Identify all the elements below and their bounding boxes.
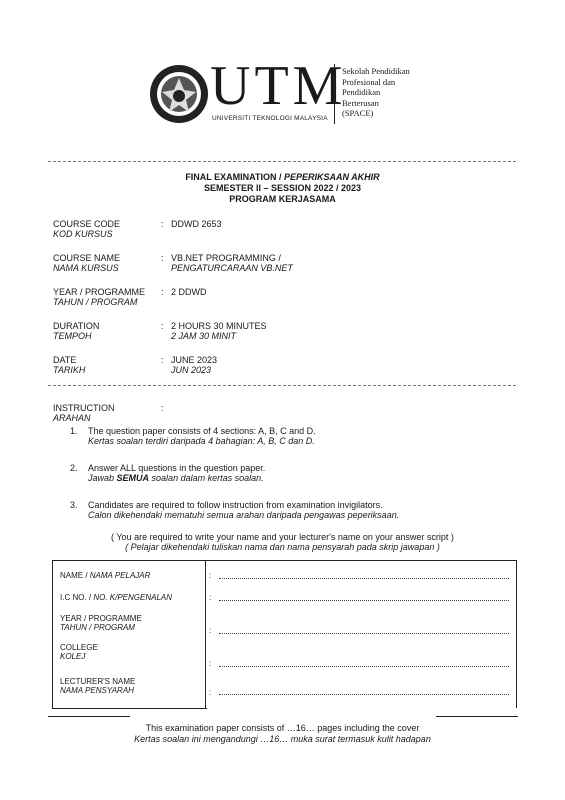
- exam-title: [0, 172, 565, 183]
- colon: :: [209, 571, 212, 580]
- label-en: DURATION: [53, 321, 100, 331]
- label-en: DATE: [53, 355, 77, 365]
- form-top-border: [52, 560, 517, 561]
- utm-logo: [148, 55, 458, 130]
- form-divider: [205, 560, 206, 708]
- label-my: KOLEJ: [60, 652, 86, 661]
- exam-title-sep: /: [276, 172, 284, 182]
- course-name-label: [53, 253, 120, 273]
- colon: :: [161, 253, 164, 263]
- school-line: Profesional dan: [342, 76, 396, 87]
- label-en: COLLEGE: [60, 643, 98, 652]
- year-programme-value: 2 DDWD: [171, 287, 207, 297]
- instruction-en: Candidates are required to follow instruction from examination invigilators.: [88, 500, 383, 510]
- student-name-label: [60, 571, 150, 580]
- ic-number-label: [60, 593, 172, 602]
- school-line: Pendidikan: [342, 87, 381, 97]
- student-name-field[interactable]: [219, 578, 509, 579]
- colon: :: [209, 626, 212, 635]
- duration-label: [53, 321, 99, 341]
- text: Jawab: [88, 473, 117, 483]
- instruction-item: [88, 426, 316, 446]
- exam-program: PROGRAM KERJASAMA: [229, 194, 336, 204]
- label-en: NAME /: [60, 571, 90, 580]
- text: soalan dalam kertas soalan.: [149, 473, 264, 483]
- label-my: NO. K/PENGENALAN: [93, 593, 173, 602]
- colon: :: [161, 321, 164, 331]
- duration-value: [171, 321, 267, 341]
- lecturer-name-label: [60, 677, 135, 695]
- value-en: VB.NET PROGRAMMING /: [171, 253, 281, 263]
- label-en: COURSE NAME: [53, 253, 121, 263]
- footer-my: Kertas soalan ini mengandungi …16… muka surat termasuk kulit hadapan: [134, 733, 431, 744]
- label-my: TEMPOH: [53, 331, 92, 341]
- instruction-item: [88, 463, 265, 483]
- instruction-number: 3.: [70, 500, 78, 510]
- university-name: UNIVERSITI TEKNOLOGI MALAYSIA: [212, 115, 328, 122]
- instruction-number: 1.: [70, 426, 78, 436]
- label-en: COURSE CODE: [53, 219, 121, 229]
- instruction-en: The question paper consists of 4 sections: A, B, C and D.: [88, 426, 316, 436]
- mid-rule: [48, 385, 516, 386]
- course-code-value: DDWD 2653: [171, 219, 222, 229]
- college-label: [60, 643, 98, 661]
- label-en: I.C NO. /: [60, 593, 94, 602]
- top-rule: [48, 161, 516, 162]
- label-my: ARAHAN: [53, 413, 91, 423]
- lecturer-name-field[interactable]: [219, 694, 509, 695]
- value-en: 2 HOURS 30 MINUTES: [171, 321, 267, 331]
- date-value: [171, 355, 217, 375]
- footer-rule-right: [436, 716, 518, 717]
- colon: :: [161, 403, 164, 413]
- label-my: TAHUN / PROGRAM: [53, 297, 138, 307]
- instruction-item: [88, 500, 399, 520]
- instruction-my: Kertas soalan terdiri daripada 4 bahagian: A, B, C dan D.: [88, 436, 315, 446]
- label-my: TAHUN / PROGRAM: [60, 623, 135, 632]
- instruction-en: Answer ALL questions in the question paper.: [88, 463, 266, 473]
- year-programme-label: [53, 287, 145, 307]
- value-my: PENGATURCARAAN VB.NET: [171, 263, 293, 273]
- instruction-number: 2.: [70, 463, 78, 473]
- instruction-my: [88, 473, 265, 483]
- colon: :: [209, 659, 212, 668]
- emphasis: SEMUA: [116, 473, 150, 483]
- course-code-label: [53, 219, 120, 239]
- utm-wordmark: UTM: [210, 55, 347, 117]
- date-label: [53, 355, 85, 375]
- instruction-label: [53, 403, 115, 423]
- value-my: JUN 2023: [171, 365, 212, 375]
- exam-title-en: FINAL EXAMINATION: [185, 172, 277, 182]
- school-line: (SPACE): [342, 108, 374, 118]
- exam-session: SEMESTER II – SESSION 2022 / 2023: [203, 183, 362, 193]
- form-left-border: [52, 560, 53, 708]
- course-name-value: [171, 253, 293, 273]
- label-en: INSTRUCTION: [53, 403, 115, 413]
- value-my: 2 JAM 30 MINIT: [171, 331, 237, 341]
- instruction-my: Calon dikehendaki mematuhi semua arahan daripada pengawas peperiksaan.: [88, 510, 400, 520]
- colon: :: [161, 355, 164, 365]
- school-line: Berterusan: [342, 97, 379, 108]
- footer-en: This examination paper consists of …16… pages including the cover: [145, 723, 420, 733]
- logo-divider: [334, 64, 335, 124]
- page-count-note: [0, 723, 565, 744]
- form-bottom-border: [52, 708, 207, 709]
- colon: :: [209, 688, 212, 697]
- year-programme-field-label: [60, 614, 142, 632]
- label-my: NAMA PELAJAR: [89, 571, 151, 580]
- label-my: TARIKH: [53, 365, 86, 375]
- value-en: JUNE 2023: [171, 355, 218, 365]
- form-right-border: [516, 560, 517, 708]
- colon: :: [161, 287, 164, 297]
- colon: :: [161, 219, 164, 229]
- colon: :: [209, 593, 212, 602]
- school-line: Sekolah Pendidikan: [342, 66, 410, 76]
- label-en: LECTURER'S NAME: [60, 677, 136, 686]
- utm-crest-icon: [148, 62, 210, 126]
- note-my: ( Pelajar dikehendaki tuliskan nama dan nama pensyarah pada skrip jawapan ): [125, 542, 440, 552]
- answer-script-note: [0, 532, 565, 552]
- college-field[interactable]: [219, 666, 509, 667]
- label-en: YEAR / PROGRAMME: [53, 287, 146, 297]
- label-my: NAMA PENSYARAH: [60, 686, 134, 695]
- ic-number-field[interactable]: [219, 600, 509, 601]
- exam-title-my: PEPERIKSAAN AKHIR: [284, 172, 380, 182]
- school-name: [342, 66, 410, 119]
- label-my: KOD KURSUS: [53, 229, 113, 239]
- label-my: NAMA KURSUS: [53, 263, 119, 273]
- year-programme-field[interactable]: [219, 633, 509, 634]
- note-en: ( You are required to write your name and your lecturer's name on your answer script ): [111, 532, 454, 542]
- label-en: YEAR / PROGRAMME: [60, 614, 142, 623]
- footer-rule-left: [48, 716, 130, 717]
